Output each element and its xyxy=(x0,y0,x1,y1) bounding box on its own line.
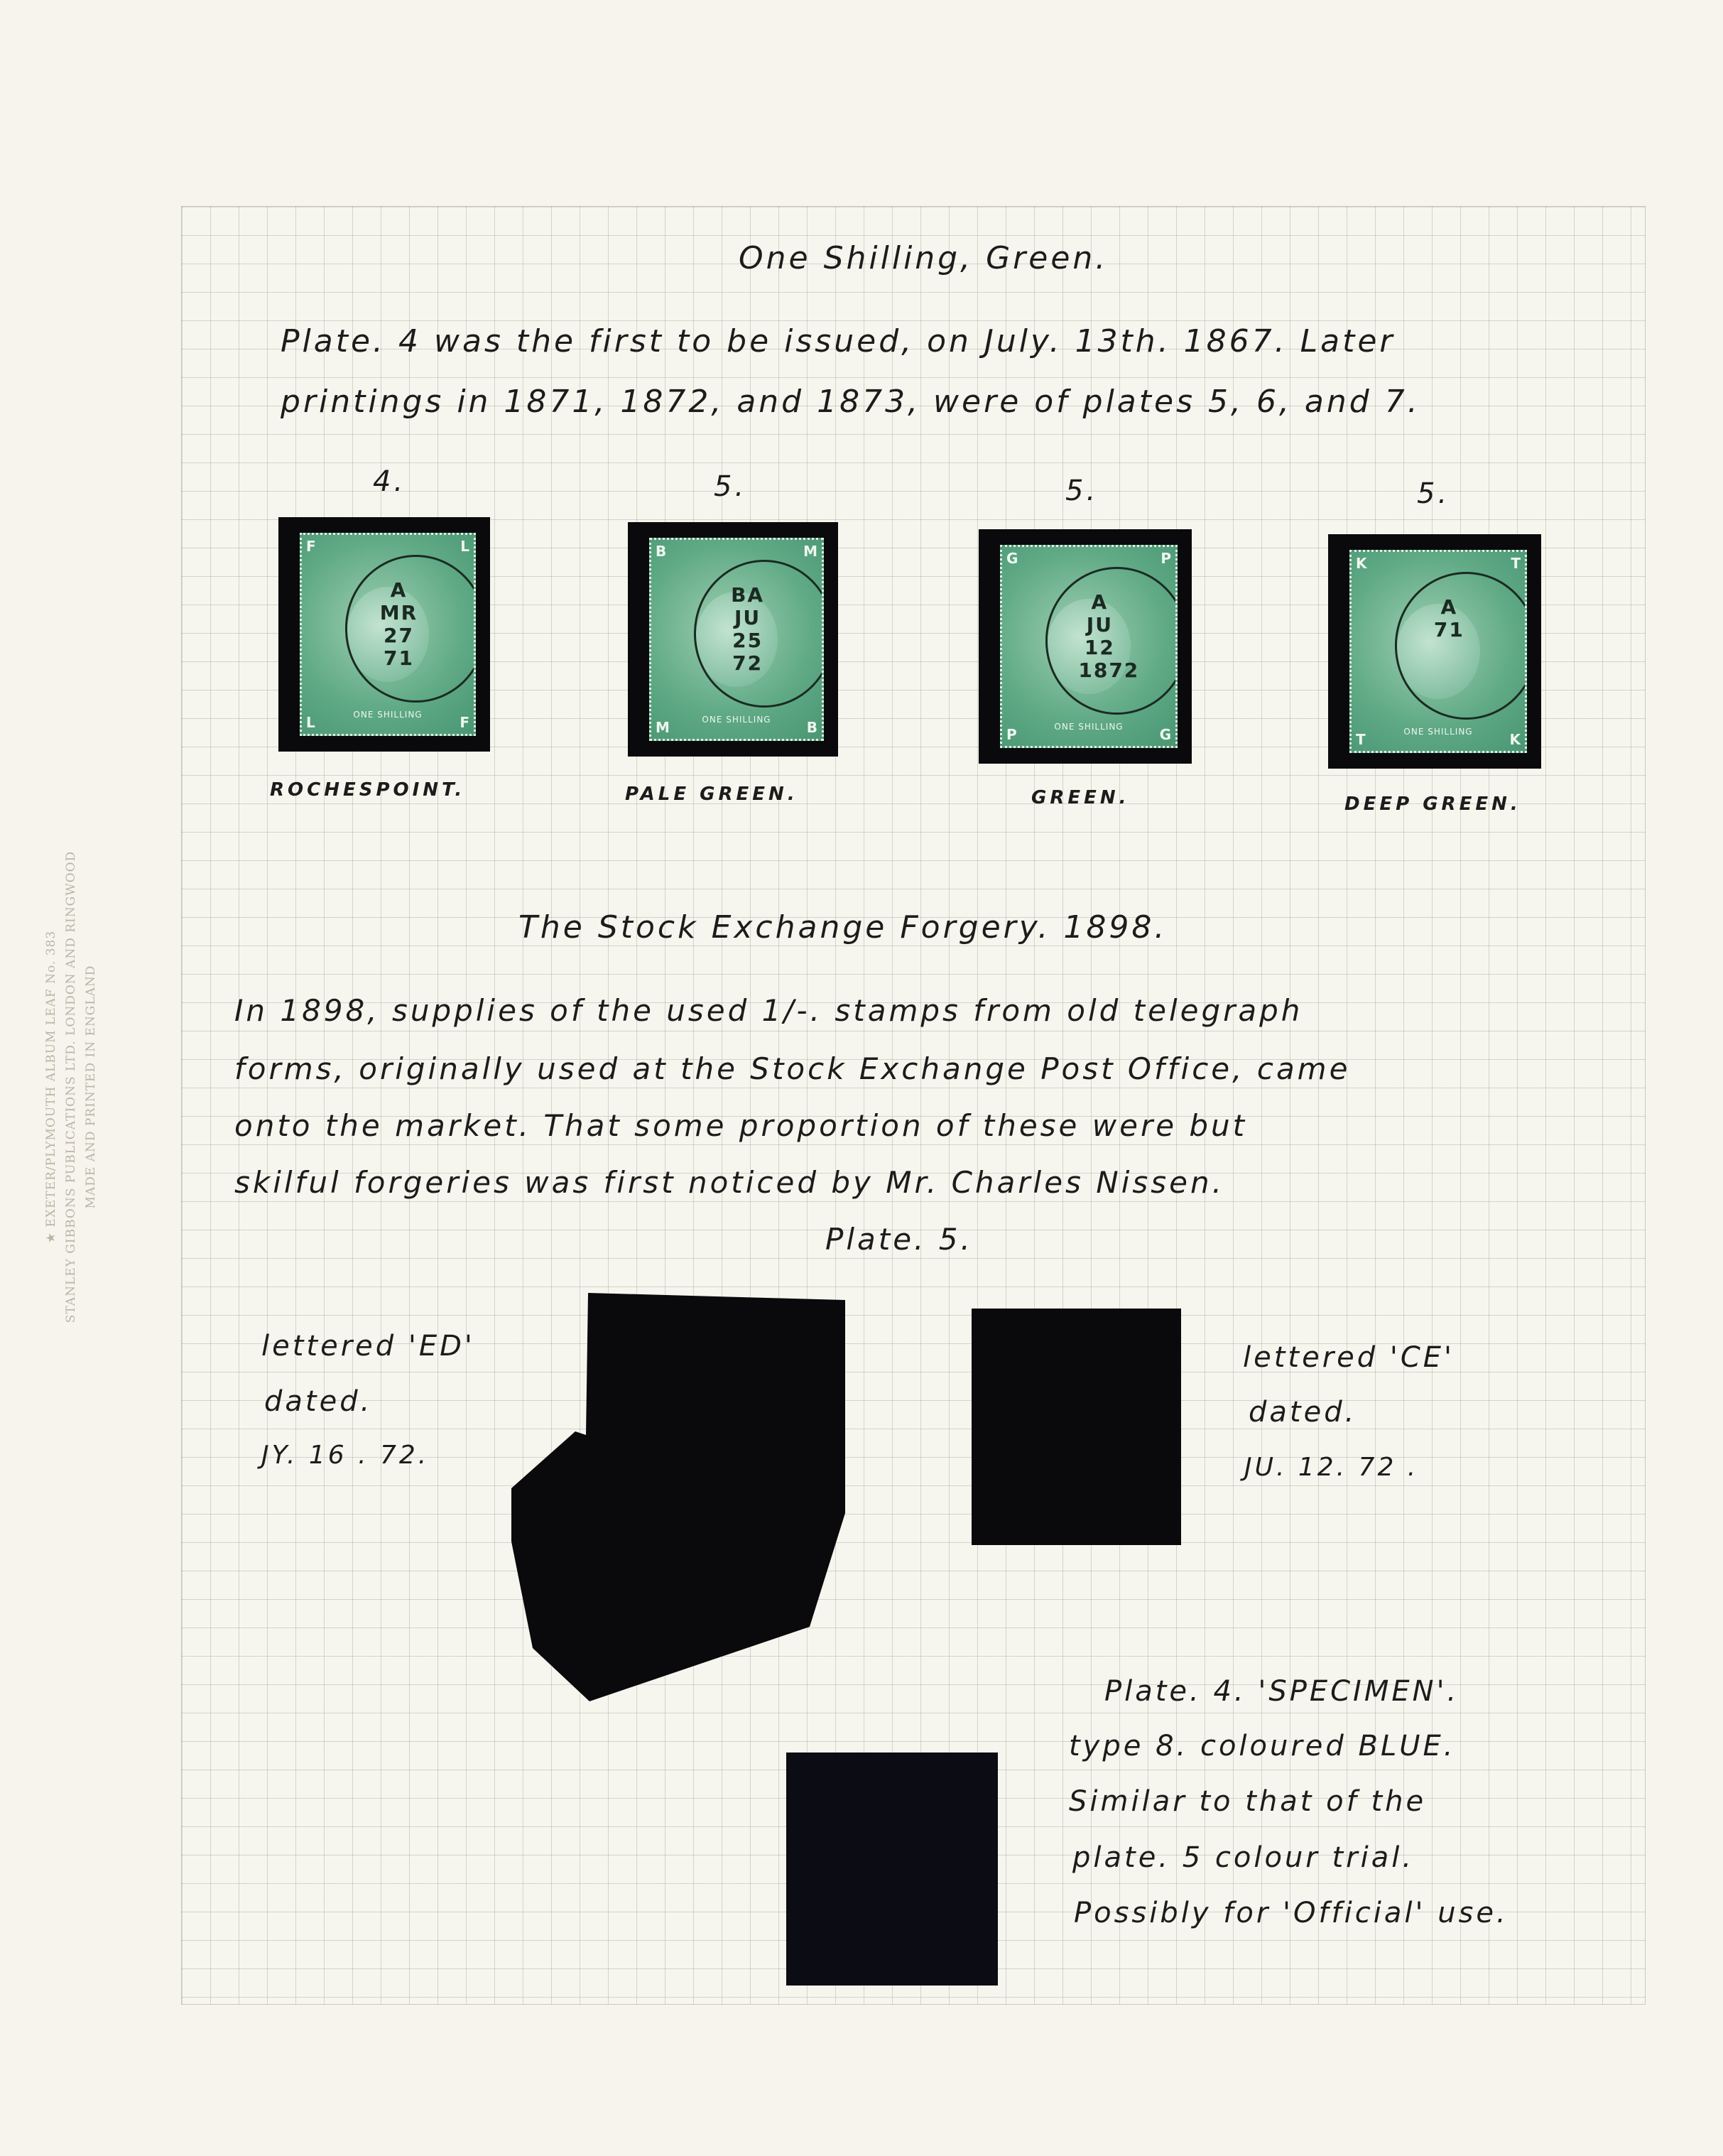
specimen-line-5: Possibly for 'Official' use. xyxy=(1074,1897,1509,1929)
corner-letter: F xyxy=(460,714,469,731)
intro-line-1: Plate. 4 was the first to be issued, on July. 13th. 1867. Later xyxy=(281,323,1396,359)
stamp-caption-2: PALE GREEN. xyxy=(625,784,798,805)
postmark-text: A JU 12 1872 xyxy=(1078,590,1140,682)
imprint-line-1: ★ EXETER/PLYMOUTH ALBUM LEAF No. 383 xyxy=(44,930,58,1244)
stamp-mount-3 xyxy=(979,529,1192,764)
corner-letter: G xyxy=(1159,726,1171,743)
plate-label-2: 5. xyxy=(714,470,747,503)
corner-letter: F xyxy=(306,538,316,555)
corner-letter: T xyxy=(1511,555,1521,572)
corner-letter: T xyxy=(1356,731,1366,748)
left-note-line-1: lettered 'ED' xyxy=(261,1330,475,1363)
corner-letter: L xyxy=(460,538,469,555)
stamp-caption-4: DEEP GREEN. xyxy=(1344,793,1521,815)
corner-letter: L xyxy=(306,714,315,731)
specimen-line-4: plate. 5 colour trial. xyxy=(1072,1841,1415,1874)
corner-letter: M xyxy=(656,719,670,736)
stamp-3[interactable] xyxy=(1000,545,1178,748)
irregular-mount xyxy=(511,1293,852,1705)
corner-letter: G xyxy=(1006,550,1018,567)
corner-letter: P xyxy=(1161,550,1171,567)
stamp-caption-3: GREEN. xyxy=(1031,787,1130,808)
publisher-imprint xyxy=(41,838,101,1336)
plate-label-3: 5. xyxy=(1065,475,1099,507)
corner-letter: M xyxy=(803,543,817,560)
page-title: One Shilling, Green. xyxy=(739,240,1109,276)
left-note-line-3: JY. 16 . 72. xyxy=(261,1441,430,1470)
stamp-mount-2 xyxy=(628,522,838,757)
stamp-4[interactable] xyxy=(1349,550,1527,753)
left-note-line-2: dated. xyxy=(264,1385,373,1418)
forgery-line-3: onto the market. That some proportion of these were but xyxy=(234,1108,1248,1143)
square-mount-right xyxy=(972,1309,1181,1545)
forgery-line-2: forms, originally used at the Stock Exchange Post Office, came xyxy=(234,1051,1351,1086)
square-mount-bottom xyxy=(786,1753,998,1986)
imprint-line-2: STANLEY GIBBONS PUBLICATIONS LTD. LONDON AND RINGWOOD xyxy=(64,850,78,1323)
mount-shape xyxy=(511,1293,845,1701)
stamp-2[interactable] xyxy=(649,538,824,741)
value-label: ONE SHILLING xyxy=(353,710,423,720)
forgery-line-4: skilful forgeries was first noticed by Mr. Charles Nissen. xyxy=(234,1165,1224,1200)
section-heading: The Stock Exchange Forgery. 1898. xyxy=(518,909,1168,946)
value-label: ONE SHILLING xyxy=(1054,722,1124,732)
postmark-text: A 71 xyxy=(1433,595,1464,641)
right-note-line-1: lettered 'CE' xyxy=(1243,1341,1455,1374)
postmark-text: A MR 27 71 xyxy=(379,578,418,670)
stamp-mount-1 xyxy=(278,517,490,752)
intro-line-2: printings in 1871, 1872, and 1873, were of plates 5, 6, and 7. xyxy=(281,384,1420,420)
forgery-plate: Plate. 5. xyxy=(825,1222,973,1257)
stamp-caption-1: ROCHESPOINT. xyxy=(270,779,466,801)
corner-letter: K xyxy=(1509,731,1521,748)
plate-label-1: 4. xyxy=(373,465,406,498)
corner-letter: K xyxy=(1356,555,1367,572)
stamp-mount-4 xyxy=(1328,534,1541,769)
specimen-line-3: Similar to that of the xyxy=(1069,1785,1427,1818)
postmark-text: BA JU 25 72 xyxy=(731,583,765,675)
imprint-line-3: MADE AND PRINTED IN ENGLAND xyxy=(84,965,98,1209)
specimen-line-1: Plate. 4. 'SPECIMEN'. xyxy=(1104,1675,1460,1708)
corner-letter: B xyxy=(806,719,817,736)
value-label: ONE SHILLING xyxy=(702,715,771,725)
corner-letter: P xyxy=(1006,726,1017,743)
right-note-line-2: dated. xyxy=(1249,1396,1357,1429)
postmark xyxy=(1395,572,1527,720)
forgery-line-1: In 1898, supplies of the used 1/-. stamps from old telegraph xyxy=(234,993,1303,1028)
specimen-line-2: type 8. coloured BLUE. xyxy=(1069,1730,1456,1762)
right-note-line-3: JU. 12. 72 . xyxy=(1244,1453,1419,1482)
value-label: ONE SHILLING xyxy=(1403,727,1473,737)
stamp-1[interactable] xyxy=(300,533,476,736)
plate-label-4: 5. xyxy=(1417,477,1450,510)
corner-letter: B xyxy=(656,543,667,560)
